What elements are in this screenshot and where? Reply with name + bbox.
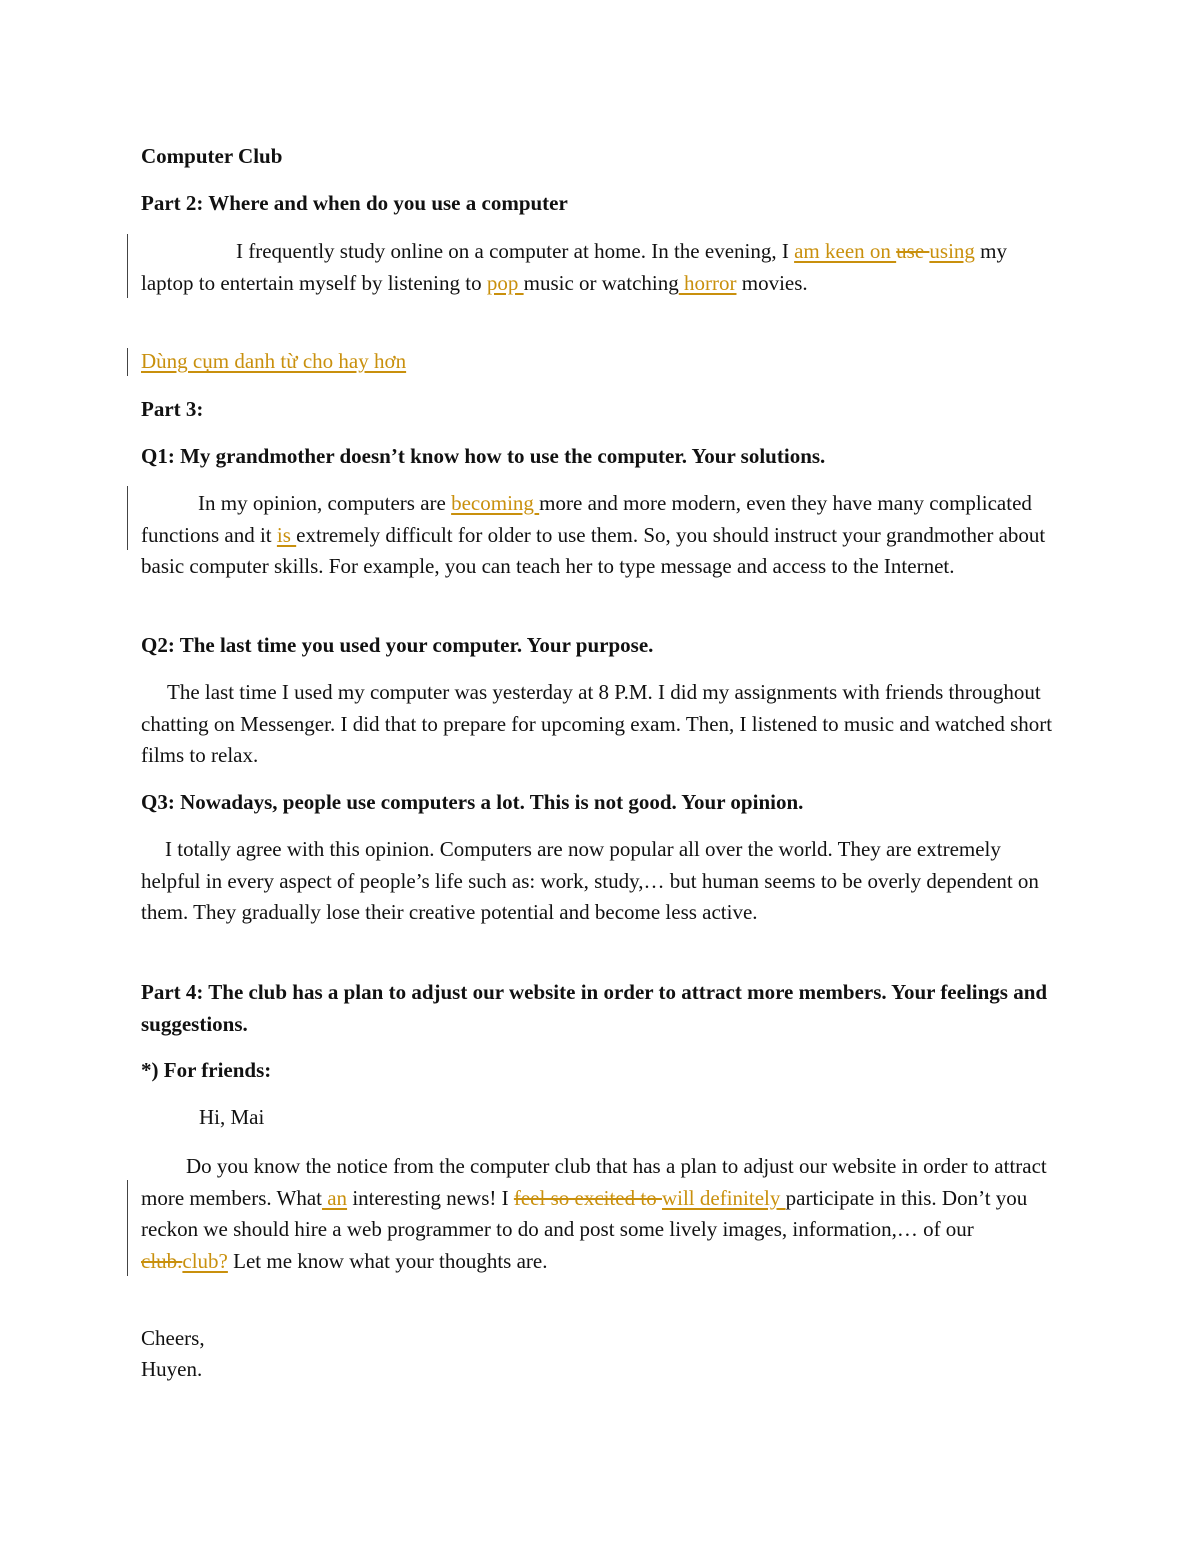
answer-text: movies. (736, 270, 808, 295)
tracked-insertion[interactable]: is (276, 522, 297, 547)
answer-text: more and more modern, even they have many complicated functions and it (141, 491, 1032, 547)
tracked-insertion[interactable]: horror (678, 270, 737, 295)
letter-text: participate in this. Don’t you reckon we should hire a web programmer to do and post some lively images, information,… of our (141, 1185, 1028, 1241)
tracked-insertion[interactable]: pop (486, 270, 524, 295)
document-title: Computer Club (141, 144, 283, 168)
letter-closing: Cheers, (141, 1326, 205, 1350)
change-bar (127, 1180, 128, 1276)
answer-text: I frequently study online on a computer at home. In the evening, I (236, 239, 795, 263)
letter-text: interesting news! I (347, 1185, 514, 1210)
answer-text: my laptop to entertain myself by listening to (141, 239, 1007, 295)
answer-text: music or watching (523, 270, 679, 295)
q1-answer (141, 488, 1061, 583)
letter-signature: Huyen. (141, 1357, 203, 1381)
tracked-deletion[interactable]: use (896, 239, 930, 263)
tracked-insertion[interactable]: will definitely (661, 1185, 786, 1210)
q3-answer: I totally agree with this opinion. Computers are now popular all over the world. They are extremely helpful in every aspect of people’s life such as: work, study,… but human seems to be overly dependent on them. They gradually lose their creative potential and become less active. (141, 837, 1039, 924)
letter-text: Do you know the notice from the computer club that has a plan to adjust our website in order to attract more members. What (141, 1154, 1047, 1210)
part2-answer (141, 236, 1061, 299)
part2-heading: Part 2: Where and when do you use a computer (141, 191, 568, 215)
tracked-insertion[interactable]: using (929, 239, 975, 263)
tracked-insertion[interactable]: becoming (451, 491, 540, 515)
change-bar (127, 486, 128, 550)
comment-text[interactable]: Dùng cụm danh từ cho hay hơn (141, 349, 407, 373)
part3-heading: Part 3: (141, 397, 204, 421)
friends-label: *) For friends: (141, 1058, 272, 1082)
tracked-deletion[interactable]: club. (141, 1248, 183, 1273)
answer-text: In my opinion, computers are (198, 491, 452, 515)
letter-greeting: Hi, Mai (199, 1105, 265, 1129)
part4-heading: Part 4: The club has a plan to adjust our website in order to attract more members. Your feelings and suggestions. (141, 980, 1048, 1036)
q2-answer: The last time I used my computer was yesterday at 8 P.M. I did my assignments with friends throughout chatting on Messenger. I did that to prepare for upcoming exam. Then, I listened to music and watched short films to relax. (141, 680, 1053, 767)
tracked-insertion[interactable]: am keen on (794, 239, 897, 263)
change-bar (127, 234, 128, 298)
reviewer-comment[interactable] (141, 346, 1061, 378)
letter-body (141, 1151, 1061, 1277)
q2-heading: Q2: The last time you used your computer. Your purpose. (141, 633, 654, 657)
q1-heading: Q1: My grandmother doesn’t know how to use the computer. Your solutions. (141, 444, 826, 468)
tracked-insertion[interactable]: club? (182, 1248, 228, 1273)
letter-text: Let me know what your thoughts are. (227, 1248, 548, 1273)
tracked-deletion[interactable]: feel so excited to (513, 1185, 662, 1210)
q3-heading: Q3: Nowadays, people use computers a lot. This is not good. Your opinion. (141, 790, 804, 814)
tracked-insertion[interactable]: an (321, 1185, 348, 1210)
answer-text: extremely difficult for older to use them. So, you should instruct your grandmother about basic computer skills. For example, you can teach her to type message and access to the Internet. (141, 522, 1046, 578)
change-bar (127, 348, 128, 376)
